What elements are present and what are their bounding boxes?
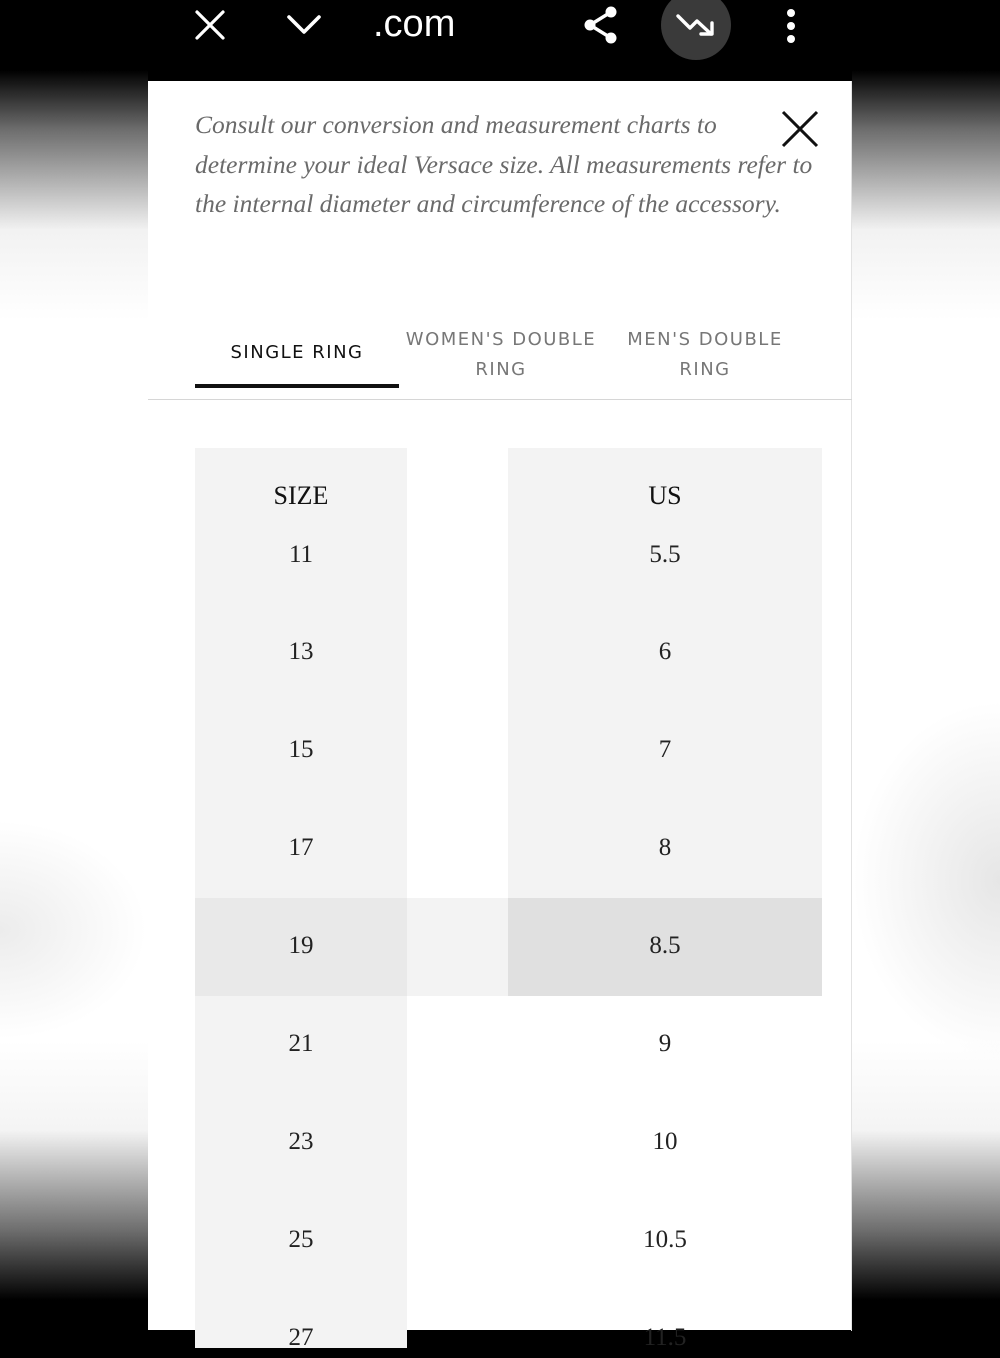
size-cell-highlighted: 19 — [288, 932, 314, 959]
url-text[interactable]: .com — [373, 3, 456, 45]
frame-edge — [851, 81, 852, 1331]
tab-mens-double-ring[interactable]: MEN'S DOUBLE RING — [627, 329, 783, 380]
share-icon[interactable] — [580, 4, 622, 46]
tab-womens-double-ring[interactable]: WOMEN'S DOUBLE RING — [405, 329, 597, 380]
size-cell: 27 — [288, 1324, 314, 1351]
us-cell: 8 — [658, 834, 672, 861]
size-guide-intro: Consult our conversion and measurement charts to determine your ideal Versace size. All measurements refer to the internal diameter and circumference of the accessory. — [195, 110, 813, 218]
browser-toolbar — [148, 0, 852, 81]
size-cell: 25 — [288, 1226, 314, 1253]
background-blur-right — [852, 700, 1000, 1060]
chevron-down-icon[interactable] — [284, 8, 324, 42]
browser-close-icon[interactable] — [193, 8, 227, 42]
tabs-divider — [148, 399, 852, 400]
us-cell: 7 — [658, 736, 672, 763]
panel-close-icon[interactable] — [779, 108, 821, 150]
highlighted-row-gap-bg — [407, 898, 508, 996]
size-cell: 13 — [288, 638, 314, 665]
phone-screen — [148, 0, 852, 1351]
size-cell: 15 — [288, 736, 314, 763]
trending-down-icon[interactable] — [661, 0, 731, 60]
us-cell: 6 — [658, 638, 672, 665]
more-vertical-icon[interactable] — [776, 6, 806, 46]
us-cell: 9 — [658, 1030, 672, 1057]
tab-single-ring[interactable]: SINGLE RING — [230, 342, 364, 363]
ring-type-tabs — [148, 300, 852, 400]
us-cell: 10.5 — [643, 1226, 687, 1253]
size-cell: 21 — [288, 1030, 314, 1057]
background-blur-left — [0, 820, 148, 1040]
active-tab-indicator — [195, 384, 399, 388]
us-column-header: US — [648, 481, 682, 510]
size-column-header: SIZE — [273, 481, 329, 510]
size-cell: 11 — [288, 541, 314, 568]
us-cell: 10 — [652, 1128, 678, 1155]
us-cell-highlighted: 8.5 — [649, 932, 681, 959]
size-cell: 17 — [288, 834, 314, 861]
us-cell: 11.5 — [643, 1324, 687, 1351]
us-cell: 5.5 — [649, 541, 681, 568]
size-cell: 23 — [288, 1128, 314, 1155]
